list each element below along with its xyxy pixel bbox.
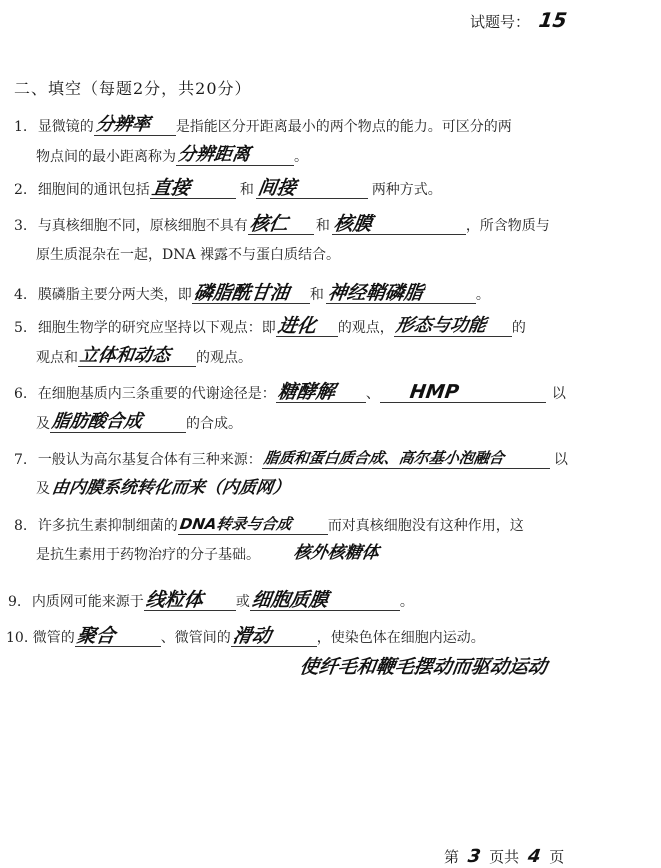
question-1 [14,114,512,136]
q9-text-a: 内质网可能来源于 [31,594,144,610]
q2-text-a: 细胞间的通讯包括 [37,182,150,198]
q9-answer-1: 线粒体 [144,589,205,611]
q4-text-b: 和 [309,287,324,303]
q4-blank-2[interactable] [326,282,476,304]
q6-answer-1: 糖酵解 [276,381,337,403]
question-8 [14,516,524,535]
q9-number: 9. [8,594,22,610]
q6-text-c: 以 [551,386,566,402]
question-1-line-2 [36,144,308,166]
question-8-line-2: 是抗生素用于药物治疗的分子基础。 [36,547,260,563]
q5-answer-3: 立体和动态 [78,345,172,366]
q9-blank-1[interactable] [144,589,236,611]
q6-blank-3[interactable] [50,411,186,433]
q7-number: 7. [14,452,28,468]
q5-blank-2[interactable] [394,315,512,337]
q5-number: 5. [14,320,28,336]
q6-blank-2[interactable] [380,381,546,403]
question-id [470,8,567,32]
q10-answer-2: 滑动 [231,625,273,647]
q3-text-b: 和 [315,218,330,234]
question-10 [6,625,485,647]
footer-total-pages: 4 [526,846,542,867]
q2-answer-2: 间接 [256,177,298,199]
question-6-line-2 [36,411,242,433]
q4-text-c: 。 [475,287,490,303]
q1-text-c: 物点间的最小距离称为 [36,149,176,165]
page-footer [444,846,564,867]
question-7-line-2 [36,480,370,498]
q1-answer-1: 分辨率 [94,114,152,135]
q3-answer-2: 核膜 [332,213,374,235]
question-id-label: 试题号： [470,13,531,31]
question-3-line-2: 原生质混杂在一起，DNA 裸露不与蛋白质结合。 [36,247,341,263]
q2-text-c: 两种方式。 [371,182,442,198]
q5-text-b: 的观点， [337,320,394,336]
q8-number: 8. [14,518,28,534]
q2-blank-1[interactable] [150,177,236,199]
q10-text-b: 、微管间的 [160,630,231,646]
question-5 [14,315,526,337]
q7-text-c: 及 [36,481,50,497]
q7-answer-1: 脂质和蛋白质合成、高尔基小泡融合 [262,449,506,467]
q2-answer-1: 直接 [150,177,192,199]
q1-blank-1[interactable] [94,114,176,136]
q5-text-a: 细胞生物学的研究应坚持以下观点：即 [37,320,276,336]
q6-text-e: 的合成。 [186,416,242,432]
q4-blank-1[interactable] [192,282,310,304]
q9-text-b: 或 [235,594,250,610]
question-3 [14,213,550,235]
q2-number: 2. [14,182,28,198]
q10-handwritten-note: 使纤毛和鞭毛摆动而驱动运动 [298,656,549,678]
q4-answer-1: 磷脂酰甘油 [192,282,291,304]
q2-text-b: 和 [239,182,254,198]
footer-text-b: 页共 [489,848,520,866]
q10-blank-2[interactable] [231,625,317,647]
q2-blank-2[interactable] [256,177,368,199]
q7-blank-1[interactable] [262,450,550,469]
q1-blank-2[interactable] [176,144,294,166]
footer-page-number: 3 [466,846,482,867]
q3-text-a: 与真核细胞不同，原核细胞不具有 [37,218,248,234]
q10-number: 10. [6,630,29,646]
q3-answer-1: 核仁 [248,213,290,235]
question-5-line-2 [36,345,252,367]
q7-text-a: 一般认为高尔基复合体有三种来源： [37,452,262,468]
q9-text-c: 。 [399,594,414,610]
q7-answer-2: 由内膜系统转化而来（内质网） [50,478,292,498]
q8-text-b: 而对真核细胞没有这种作用，这 [327,518,524,534]
question-4 [14,282,490,304]
q4-text-a: 膜磷脂主要分两大类，即 [37,287,192,303]
q6-answer-3: 脂肪酸合成 [50,411,144,432]
q8-blank-1[interactable] [178,516,328,535]
q8-text-a: 许多抗生素抑制细菌的 [37,518,178,534]
q3-number: 3. [14,218,28,234]
q10-text-c: ，使染色体在细胞内运动。 [316,630,485,646]
q6-text-d: 及 [36,416,50,432]
section-title: 二、填空（每题2分，共20分） [14,79,252,98]
q7-text-b: 以 [553,452,568,468]
footer-text-c: 页 [549,848,565,866]
q9-blank-2[interactable] [250,589,400,611]
q3-text-c: ，所含物质与 [465,218,550,234]
question-7 [14,450,568,469]
q6-text-a: 在细胞基质内三条重要的代谢途径是： [37,386,276,402]
q6-number: 6. [14,386,28,402]
q7-blank-2[interactable] [50,480,370,498]
q6-text-b: 、 [365,386,380,402]
q10-answer-1: 聚合 [75,625,117,647]
q1-text-b: 是指能区分开距离最小的两个物点的能力。可区分的两 [175,119,512,135]
q5-blank-1[interactable] [276,315,338,337]
q3-blank-2[interactable] [332,213,466,235]
q5-text-c: 的 [511,320,526,336]
q9-answer-2: 细胞质膜 [250,589,330,611]
q3-blank-1[interactable] [248,213,314,235]
q4-number: 4. [14,287,28,303]
q1-number: 1. [14,119,28,135]
footer-text-a: 第 [444,848,460,866]
q8-handwritten-note: 核外核糖体 [292,543,381,563]
q5-text-d: 观点和 [36,350,78,366]
q5-blank-3[interactable] [78,345,196,367]
q5-text-e: 的观点。 [196,350,252,366]
q6-blank-1[interactable] [276,381,366,403]
question-2 [14,177,442,199]
q5-answer-1: 进化 [276,315,318,337]
q1-text-d: 。 [294,149,308,165]
question-6 [14,381,566,403]
q1-answer-2: 分辨距离 [176,144,252,165]
q6-answer-2: HMP [408,381,461,403]
q10-blank-1[interactable] [75,625,161,647]
q4-answer-2: 神经鞘磷脂 [326,282,425,304]
q5-answer-2: 形态与功能 [394,315,488,336]
q10-text-a: 微管的 [32,630,75,646]
question-id-value: 15 [537,8,569,32]
q8-answer-1: DNA转录与合成 [178,515,293,533]
q1-text-a: 显微镜的 [37,119,94,135]
question-9 [8,589,414,611]
